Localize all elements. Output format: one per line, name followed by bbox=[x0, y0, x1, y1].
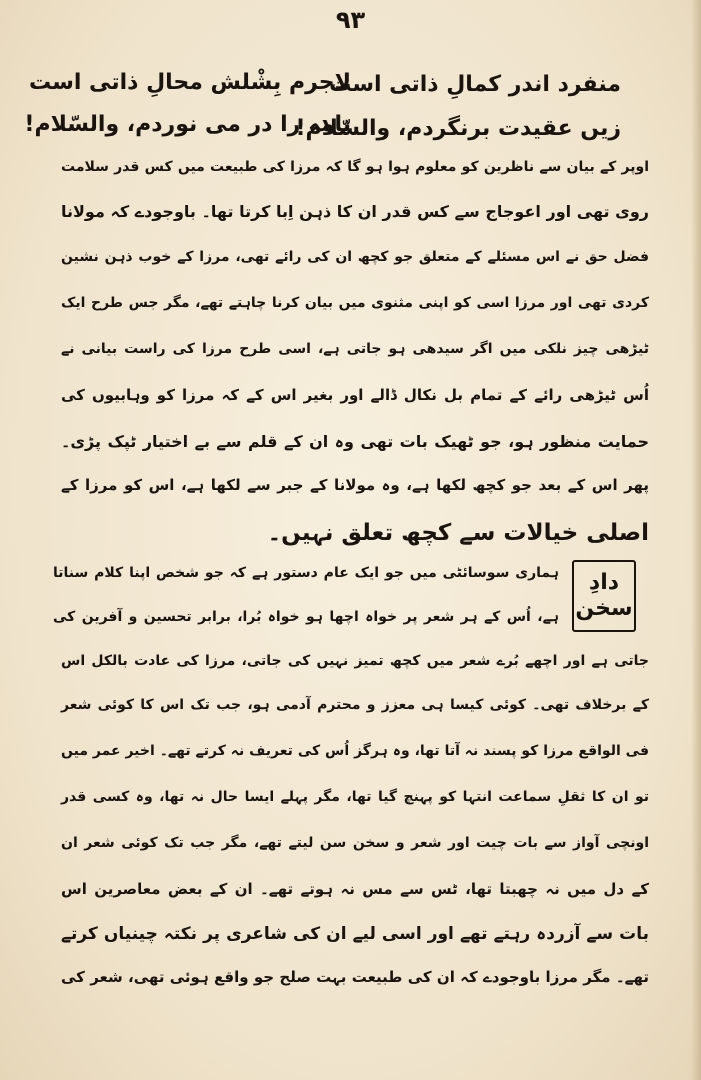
text-line: پھر اس کے بعد جو کچھ لکھا ہے، وہ مولانا کے جبر سے لکھا ہے، اس کو مرزا کے bbox=[61, 476, 649, 494]
text-line: تو ان کا ثقلِ سماعت انتہا کو پہنچ گیا تھا، مگر پہلے ایسا حال نہ تھا، وہ کسی قدر bbox=[61, 789, 649, 805]
text-line: فضل حق نے اس مسئلے کے متعلق جو کچھ ان کی رائے تھی، مرزا کے خوب ذہن نشین bbox=[61, 249, 649, 265]
text-line: ہماری سوسائٹی میں جو ایک عام دستور ہے کہ جو شخص اپنا کلام سناتا bbox=[53, 565, 559, 581]
side-heading-box bbox=[572, 560, 636, 632]
text-line: روی تھی اور اعوجاج سے کس قدر ان کا ذہن اِبا کرتا تھا۔ باوجودے کہ مولانا bbox=[61, 202, 649, 221]
text-line: اصلی خیالات سے کچھ تعلق نہیں۔ bbox=[267, 520, 649, 546]
page-number: ۹۳ bbox=[335, 6, 366, 34]
page-edge-shadow bbox=[691, 0, 701, 1080]
text-line: بات سے آزردہ رہتے تھے اور اسی لیے ان کی شاعری پر نکتہ چینیاں کرتے bbox=[61, 924, 649, 944]
verse-3: زیں عقیدت برنگردم، والسّلام! bbox=[295, 116, 621, 141]
text-line: جاتی ہے اور اچھے بُرے شعر میں کچھ تمیز نہیں کی جاتی، مرزا کی عادت بالکل اس bbox=[61, 653, 649, 669]
text-line: اُس ٹیڑھی رائے کے تمام بل نکال ڈالے اور بغیر اس کے کہ مرزا کو وہابیوں کی bbox=[61, 386, 649, 404]
text-line: کردی تھی اور مرزا اسی کو اپنی مثنوی میں بیان کرنا چاہتے تھے، مگر جس طرح ایک bbox=[61, 295, 649, 311]
text-line: تھے۔ مگر مرزا باوجودے کہ ان کی طبیعت بہت صلح جو واقع ہوئی تھی، شعر کی bbox=[61, 968, 649, 986]
verse-1: منفرد اندر کمالِ ذاتی است bbox=[329, 72, 621, 97]
text-line: کے برخلاف تھی۔ کوئی کیسا ہی معزز و محترم آدمی ہو، جب تک اس کا کوئی شعر bbox=[61, 697, 649, 713]
side-heading: دادِ سخن bbox=[575, 569, 633, 621]
text-line: حمایت منظور ہو، جو ٹھیک بات تھی وہ ان کے قلم سے بے اختیار ٹپک پڑی۔ bbox=[61, 432, 649, 451]
text-line: ٹیڑھی چیز نلکی میں اگر سیدھی ہو جاتی ہے، اسی طرح مرزا کی راست بیانی نے bbox=[61, 341, 649, 357]
text-line: اوپر کے بیان سے ناظرین کو معلوم ہوا ہو گا کہ مرزا کی طبیعت میں کس قدر سلامت bbox=[61, 159, 649, 175]
verse-4: نامہ را در می نوردم، والسّلام! bbox=[24, 112, 351, 137]
text-line: اونچی آواز سے بات چیت اور شعر و سخن سن لیتے تھے، مگر جب تک کوئی شعر ان bbox=[61, 835, 649, 851]
text-line: ہے، اُس کے ہر شعر پر خواہ اچھا ہو خواہ بُرا، برابر تحسین و آفرین کی bbox=[53, 609, 559, 625]
text-line: کے دل میں نہ چھبتا تھا، ٹس سے مس نہ ہوتے تھے۔ ان کے بعض معاصرین اس bbox=[61, 880, 649, 898]
verse-2: لاجرم بِشْلش محالِ ذاتی است bbox=[28, 70, 351, 95]
text-line: فی الواقع مرزا کو پسند نہ آتا تھا، وہ ہرگز اُس کی تعریف نہ کرتے تھے۔ اخیر عمر میں bbox=[61, 743, 649, 759]
